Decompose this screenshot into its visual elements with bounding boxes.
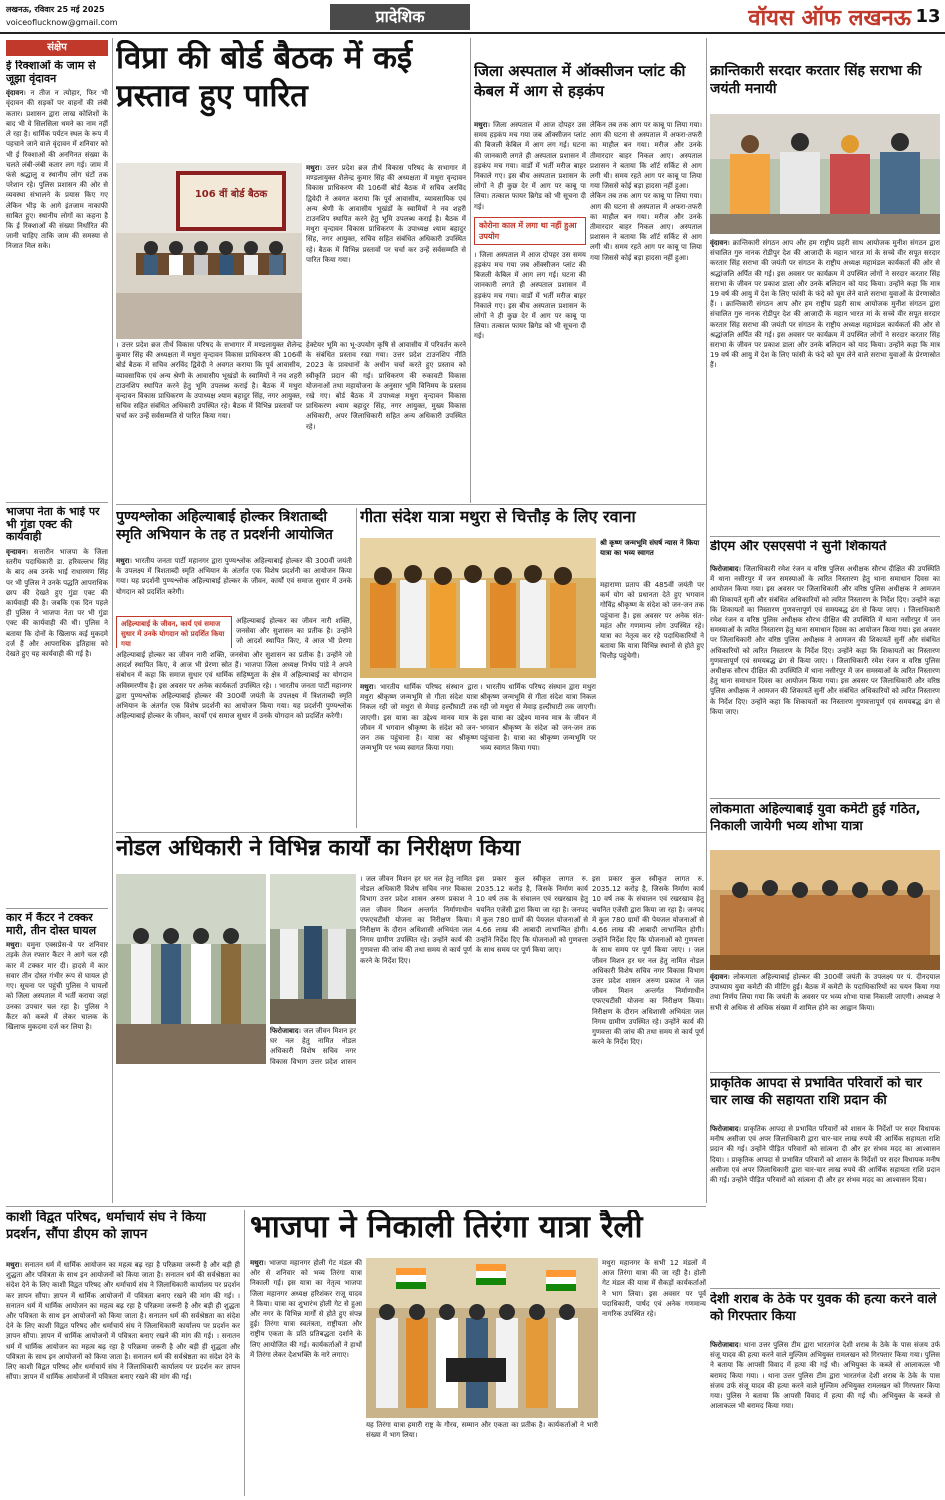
sarabha-event-photo bbox=[710, 114, 940, 234]
gita-story-headline-block bbox=[360, 508, 704, 534]
gita-story-body-col3: महाराणा प्रताप की 485वीं जयंती पर कर्म योग को प्रधानता देते हुए भगवान गोविंद्र श्रीकृष्ण के संदेश को जन-जन तक पहुंचाना है। इस अवसर पर अनेक संत-महंत और गणमान्य लोग उपस्थित रहे। यात्रा का नेतृत्व कर रहे पदाधिकारियों ने बताया कि यात्रा विभिन्न स्थानों से होते हुए चित्तौड़ पहुंचेगी। bbox=[600, 581, 704, 661]
divider bbox=[6, 1206, 706, 1207]
brief-story-2 bbox=[6, 506, 108, 906]
nodal-story-col2: इस प्रकार कुल स्वीकृत लागत रु. 2035.12 करोड़ है, जिसके निर्माण कार्य 10 वर्ष तक के संचालन एवं रखरखाव हेतु चयनित एजेंसी द्वारा किया जा रहा है। जनपद में कुल 780 ग्रामों की पेयजल योजनाओं से 4.66 लाख की आबादी लाभान्वित होगी। उन्होंने निर्देश दिए कि योजनाओं को गुणवत्ता के साथ समय पर पूर्ण किया जाए। bbox=[476, 875, 588, 955]
board-meeting-photo-illustration bbox=[116, 163, 302, 339]
prakritik-story-title: प्राकृतिक आपदा से प्रभावित परिवारों को चार चार लाख की सहायता राशि प्रदान की bbox=[710, 1076, 922, 1108]
divider bbox=[116, 504, 706, 505]
ahilya-story-title: पुण्यश्लोका अहिल्याबाई होल्कर त्रिशताब्दी स्मृति अभियान के तह त प्रदर्शनी आयोजित bbox=[116, 509, 333, 544]
ahilya-story-body: मथुरा। भारतीय जनता पार्टी महानगर द्वारा पुण्यश्लोक अहिल्याबाई होल्कर की 300वीं जयंती के उपलक्ष्य में त्रिशताब्दी स्मृति अभियान के अंतर्गत एक विशेष प्रदर्शनी का आयोजन किया गया। यह प्रदर्शनी पुण्यश्लोक अहिल्याबाई होल्कर के जीवन, कार्यों एवं समाज सुधार में उनके योगदान को प्रदर्शित करेगी। bbox=[116, 557, 352, 596]
main-story-body-col1: मथुरा। उत्तर प्रदेश ब्रज तीर्थ विकास परिषद के सभागार में मण्डलायुक्त शैलेन्द्र कुमार सिंह की अध्यक्षता में मथुरा वृन्दावन विकास प्राधिकरण की 106वीं बोर्ड बैठक में सचिव अरविंद द्विवेदी ने अवगत कराया कि पूर्व आवासीय, व्यावसायिक एवं अन्य श्रेणी के आवासीय भूखंडों के स्वामियों ने नव शहरी टाउनशिप स्थापित करने हेतु भूमि उपलब्ध कराई है। बैठक में मथुरा वृन्दावन विकास प्राधिकरण के उपाध्यक्ष श्याम बहादुर सिंह, नगर आयुक्त, सचिव सहित संबंधित अधिकारी उपस्थित रहे। बैठक में विभिन्न प्रस्तावों पर चर्चा कर उन्हें सर्वसम्मति से पारित किया गया। bbox=[306, 164, 466, 264]
sarabha-story-headline-block bbox=[710, 62, 940, 112]
nodal-story-headline-block bbox=[116, 836, 706, 870]
prakritik-story-body: फिरोजाबाद। प्राकृतिक आपदा से प्रभावित परिवारों को शासन के निर्देशों पर सदर विधायक मनीष असीजा एवं अपर जिलाधिकारी द्वारा चार-चार लाख रुपये की आर्थिक सहायता राशि प्रदान की गई। उन्होंने पीड़ित परिवारों को सांत्वना दी और हर संभव मदद का आश्वासन दिया। । प्राकृतिक आपदा से प्रभावित परिवारों को शासन के निर्देशों पर सदर विधायक मनीष असीजा एवं अपर जिलाधिकारी द्वारा चार-चार लाख रुपये की आर्थिक सहायता राशि प्रदान की गई। उन्होंने पीड़ित परिवारों को सांत्वना दी और हर संभव मदद का आश्वासन दिया। bbox=[710, 1125, 940, 1185]
tiranga-rally-photo bbox=[366, 1258, 598, 1418]
brief-1-title: ई रिक्शाओं के जाम से जूझा वृंदावन bbox=[6, 60, 96, 85]
deshi-story-headline-block bbox=[710, 1292, 940, 1338]
column-rule bbox=[706, 38, 707, 1203]
kashi-story-body: मथुरा। सनातन धर्म में धार्मिक आयोजन का महत्व बढ़ रहा है परिक्रमा जरूरी है और बड़ी ही शुद्धता और पवित्रता के साथ इन आयोजनों को किया जाता है। सनातन धर्म की सर्वश्रेष्ठता का संदेश देने के लिए काशी विद्वत परिषद और धर्माचार्य संघ ने जिलाधिकारी कार्यालय पर प्रदर्शन कर ज्ञापन सौंपा। ज्ञापन में धार्मिक आयोजनों में पवित्रता बनाए रखने की मांग की गई। । सनातन धर्म में धार्मिक आयोजन का महत्व बढ़ रहा है परिक्रमा जरूरी है और बड़ी ही शुद्धता और पवित्रता के साथ इन आयोजनों को किया जाता है। सनातन धर्म की सर्वश्रेष्ठता का संदेश देने के लिए काशी विद्वत परिषद और धर्माचार्य संघ ने जिलाधिकारी कार्यालय पर प्रदर्शन कर ज्ञापन सौंपा। ज्ञापन में धार्मिक आयोजनों में पवित्रता बनाए रखने की मांग की गई। । सनातन धर्म में धार्मिक आयोजन का महत्व बढ़ रहा है परिक्रमा जरूरी है और बड़ी ही शुद्धता और पवित्रता के साथ इन आयोजनों को किया जाता है। सनातन धर्म की सर्वश्रेष्ठता का संदेश देने के लिए काशी विद्वत परिषद और धर्माचार्य संघ ने जिलाधिकारी कार्यालय पर प्रदर्शन कर ज्ञापन सौंपा। ज्ञापन में धार्मिक आयोजनों में पवित्रता बनाए रखने की मांग की गई। bbox=[6, 1261, 240, 1382]
divider bbox=[710, 1072, 940, 1073]
divider bbox=[6, 908, 108, 909]
hospital-story-col2: लेकिन तब तक आग पर काबू पा लिया गया। आग की घटना से अस्पताल में अफरा-तफरी का माहौल बन गया। मरीज और उनके तीमारदार बाहर निकल आए। अस्पताल प्रशासन ने बताया कि शॉर्ट सर्किट से आग लगी थी। समय रहते आग पर काबू पा लिया गया जिससे कोई बड़ा हादसा नहीं हुआ। लेकिन तब तक आग पर काबू पा लिया गया। आग की घटना से अस्पताल में अफरा-तफरी का माहौल बन गया। मरीज और उनके तीमारदार बाहर निकल आए। अस्पताल प्रशासन ने बताया कि शॉर्ट सर्किट से आग लगी थी। समय रहते आग पर काबू पा लिया गया जिससे कोई बड़ा हादसा नहीं हुआ। bbox=[590, 121, 702, 262]
lokmata-story-body: वृंदावन। लोकमाता अहिल्याबाई होल्कर की 300वीं जयंती के उपलक्ष्य पर पं. दीनदयाल उपाध्याय युवा कमेटी की मीटिंग हुई। बैठक में कमेटी के पदाधिकारियों का चयन किया गया तथा निर्णय लिया गया कि जयंती के अवसर पर भव्य शोभा यात्रा निकाली जाएगी। अध्यक्ष ने सभी से अधिक से अधिक संख्या में शामिल होने का आह्वान किया। bbox=[710, 973, 940, 1012]
gita-photo-caption-block bbox=[600, 538, 704, 578]
tiranga-photo-caption-block: यह तिरंगा यात्रा हमारी राष्ट्र के गौरव, सम्मान और एकता का प्रतीक है। कार्यकर्ताओं ने भारी संख्या में भाग लिया। bbox=[366, 1421, 598, 1440]
main-story-headline-block bbox=[116, 40, 466, 160]
column-rule bbox=[356, 508, 357, 828]
board-meeting-photo bbox=[116, 163, 302, 339]
hospital-story-col1: मथुरा। जिला अस्पताल में आज दोपहर उस समय हड़कंप मच गया जब ऑक्सीजन प्लांट की बिजली केबिल में आग लग गई। घटना की जानकारी लगते ही अस्पताल प्रशासन में हड़कंप मच गया। वार्डों में भर्ती मरीज बाहर निकाले गए। इस बीच अस्पताल प्रशासन के लोगों ने ही कुछ देर में आग पर काबू पा लिया। तत्काल फायर ब्रिगेड को भी सूचना दी गई। कोरोना काल में लगा था नहीं हुआ उपयोग । जिला अस्पताल में आज दोपहर उस समय हड़कंप मच गया जब ऑक्सीजन प्लांट की बिजली केबिल में आग लग गई। घटना की जानकारी लगते ही अस्पताल प्रशासन में हड़कंप मच गया। वार्डों में भर्ती मरीज बाहर निकाले गए। इस बीच अस्पताल प्रशासन के लोगों ने ही कुछ देर में आग पर काबू पा लिया। तत्काल फायर ब्रिगेड को भी सूचना दी गई। bbox=[474, 121, 586, 341]
nodal-story-title: नोडल अधिकारी ने विभिन्न कार्यों का निरीक्षण किया bbox=[116, 836, 521, 861]
nodal-inspection-photo bbox=[116, 874, 266, 1064]
main-story-title: विप्रा की बोर्ड बैठक में कई प्रस्ताव हुए पारित bbox=[116, 40, 413, 114]
hospital-story-headline-block bbox=[474, 62, 702, 117]
deshi-story-body: फिरोजाबाद। थाना उत्तर पुलिस टीम द्वारा भारतगंज देशी शराब के ठेके के पास संजय उर्फ संजू यादव की हत्या करने वाले मुल्जिम अभियुक्त रामलखन को गिरफ्तार किया गया। पुलिस ने बताया कि आपसी विवाद में हत्या की गई थी। अभियुक्त के कब्जे से आलाकत्ल भी बरामद किया गया। । थाना उत्तर पुलिस टीम द्वारा भारतगंज देशी शराब के ठेके के पास संजय उर्फ संजू यादव की हत्या करने वाले मुल्जिम अभियुक्त रामलखन को गिरफ्तार किया गया। पुलिस ने बताया कि आपसी विवाद में हत्या की गई थी। अभियुक्त के कब्जे से आलाकत्ल भी बरामद किया गया। bbox=[710, 1341, 940, 1411]
masthead bbox=[0, 0, 945, 34]
divider bbox=[710, 1288, 940, 1289]
column-rule bbox=[244, 1210, 245, 1496]
divider bbox=[6, 502, 108, 503]
brief-1-body: वृंदावन। न तीज न त्योहार, फिर भी वृंदावन की सड़कों पर वाहनों की लंबी कतार। प्रशासन द्वारा लाख कोशिशों के बाद भी ये सिलसिला थमने का नाम नहीं ले रहा है। धार्मिक पर्यटन स्थल के रूप में पहचाने जाने वाले वृंदावन में शनिवार को भी ई रिक्शाओं की अनगिनत संख्या के चलते लंबी-लंबी कतार लग गई। जाम में फंसे श्रद्धालु व स्थानीय लोग घंटों तक परेशान रहे। पुलिस प्रशासन की ओर से व्यवस्था संभालने के प्रयास किए गए लेकिन भीड़ के आगे इंतजाम नाकाफी साबित हुए। स्थानीय लोगों का कहना है कि ई रिक्शाओं की संख्या निर्धारित की जानी चाहिए ताकि जाम की समस्या से निजात मिल सके। bbox=[6, 89, 108, 251]
nodal-site-photo-illustration bbox=[270, 874, 356, 1024]
briefs-kicker: संक्षेप bbox=[6, 40, 108, 56]
nodal-story-col0: फिरोजाबाद। जल जीवन मिशन हर घर नल हेतु नामित नोडल अधिकारी विशेष सचिव नगर विकास विभाग उत्तर प्रदेश शासन bbox=[270, 1027, 356, 1066]
brief-story-3 bbox=[6, 912, 108, 1202]
gita-story-body-col2: । भारतीय धार्मिक परिषद संस्थान द्वारा मथुरा श्रीकृष्ण जन्मभूमि से गीता संदेश यात्रा निकल रही जो मथुरा से मेवाड़ हल्दीघाटी तक जाएगी। इस यात्रा का उद्देश्य मानव मात्र के जीवन में भगवान श्रीकृष्ण के संदेश को जन-जन तक पहुंचाना है। यात्रा का श्रीकृष्ण जन्मभूमि पर भव्य स्वागत किया गया। bbox=[480, 683, 596, 753]
sarabha-story-body: वृंदावन। क्रान्तिकारी संगठन आप और हम राष्ट्रीय प्रहरी साथ आयोजक मुनीश संगठन द्वारा संचालित गुरु नानक रोडीपुर देश की आजादी के महान भारत मां के सच्चे वीर सपूत सरदार करतार सिंह सराभा की जयंती पर संगठन के राष्ट्रीय अध्यक्ष महामंडल कार्यकर्ता की ओर से श्रद्धांजलि अर्पित की गई। इस अवसर पर कार्यक्रम में उपस्थित लोगों ने सरदार करतार सिंह सराभा के जीवन पर प्रकाश डाला और उनके बलिदान को याद किया। उन्होंने कहा कि मात्र 19 वर्ष की आयु में देश के लिए फांसी के फंदे को चूम लेने वाले सराभा युवाओं के प्रेरणास्रोत हैं। । क्रान्तिकारी संगठन आप और हम राष्ट्रीय प्रहरी साथ आयोजक मुनीश संगठन द्वारा संचालित गुरु नानक रोडीपुर देश की आजादी के महान भारत मां के सच्चे वीर सपूत सरदार करतार सिंह सराभा की जयंती पर संगठन के राष्ट्रीय अध्यक्ष महामंडल कार्यकर्ता की ओर से श्रद्धांजलि अर्पित की गई। इस अवसर पर कार्यक्रम में उपस्थित लोगों ने सरदार करतार सिंह सराभा के जीवन पर प्रकाश डाला और उनके बलिदान को याद किया। उन्होंने कहा कि मात्र 19 वर्ष की आयु में देश के लिए फांसी के फंदे को चूम लेने वाले सराभा युवाओं के प्रेरणास्रोत हैं। bbox=[710, 239, 940, 370]
sarabha-event-photo-illustration bbox=[710, 114, 940, 234]
brief-3-title: कार में कैंटर ने टक्कर मारी, तीन दोस्त घायल bbox=[6, 912, 97, 937]
newspaper-name: वॉयस ऑफ लखनऊ bbox=[748, 5, 911, 31]
hospital-story-title: जिला अस्पताल में ऑक्सीजन प्लांट की केबल में आग से हड़कंप bbox=[474, 62, 686, 100]
dm-story-body: फिरोजाबाद। जिलाधिकारी रमेश रंजन व वरिष्ठ पुलिस अधीक्षक सौरभ दीक्षित की उपस्थिति में थाना नसीरपुर में जन समस्याओं के त्वरित निस्तारण हेतु थाना समाधान दिवस का आयोजन किया गया। इस अवसर पर जिलाधिकारी और वरिष्ठ पुलिस अधीक्षक ने आमजन की शिकायतें सुनीं और संबंधित अधिकारियों को त्वरित निस्तारण के निर्देश दिए। उन्होंने कहा कि शिकायतों का निस्तारण गुणवत्तापूर्ण एवं समयबद्ध ढंग से किया जाए। । जिलाधिकारी रमेश रंजन व वरिष्ठ पुलिस अधीक्षक सौरभ दीक्षित की उपस्थिति में थाना नसीरपुर में जन समस्याओं के त्वरित निस्तारण हेतु थाना समाधान दिवस का आयोजन किया गया। इस अवसर पर जिलाधिकारी और वरिष्ठ पुलिस अधीक्षक ने आमजन की शिकायतें सुनीं और संबंधित अधिकारियों को त्वरित निस्तारण के निर्देश दिए। उन्होंने कहा कि शिकायतों का निस्तारण गुणवत्तापूर्ण एवं समयबद्ध ढंग से किया जाए। । जिलाधिकारी रमेश रंजन व वरिष्ठ पुलिस अधीक्षक सौरभ दीक्षित की उपस्थिति में थाना नसीरपुर में जन समस्याओं के त्वरित निस्तारण हेतु थाना समाधान दिवस का आयोजन किया गया। इस अवसर पर जिलाधिकारी और वरिष्ठ पुलिस अधीक्षक ने आमजन की शिकायतें सुनीं और संबंधित अधिकारियों को त्वरित निस्तारण के निर्देश दिए। उन्होंने कहा कि शिकायतों का निस्तारण गुणवत्तापूर्ण एवं समयबद्ध ढंग से किया जाए। bbox=[710, 565, 940, 716]
ahilya-body-col-b: अहिल्याबाई होल्कर का जीवन नारी शक्ति, जनसेवा और सुशासन का प्रतीक है। उन्होंने जो आदर्श स्थापित किए, वे आज भी प्रेरणा bbox=[236, 617, 352, 646]
sarabha-story-title: क्रान्तिकारी सरदार करतार सिंह सराभा की जयंती मनायी bbox=[710, 63, 922, 98]
lokmata-meeting-photo-illustration bbox=[710, 850, 940, 970]
divider bbox=[116, 832, 706, 833]
column-rule bbox=[112, 38, 113, 1203]
section-label: प्रादेशिक bbox=[330, 4, 470, 30]
brief-story-1 bbox=[6, 60, 108, 500]
gita-yatra-photo bbox=[360, 538, 596, 678]
nodal-site-photo bbox=[270, 874, 356, 1024]
lokmata-meeting-photo bbox=[710, 850, 940, 970]
divider bbox=[710, 798, 940, 799]
gita-story-body-col1: मथुरा। भारतीय धार्मिक परिषद संस्थान द्वारा मथुरा श्रीकृष्ण जन्मभूमि से गीता संदेश यात्रा निकल रही जो मथुरा से मेवाड़ हल्दीघाटी तक जाएगी। इस यात्रा का उद्देश्य मानव मात्र के जीवन में भगवान श्रीकृष्ण के संदेश को जन-जन तक पहुंचाना है। यात्रा का श्रीकृष्ण जन्मभूमि पर भव्य स्वागत किया गया। bbox=[360, 683, 478, 753]
gita-yatra-photo-illustration bbox=[360, 538, 596, 678]
gita-story-title: गीता संदेश यात्रा मथुरा से चित्तौड़ के लिए रवाना bbox=[360, 508, 636, 526]
brief-2-body: वृन्दावन। सत्तारीन भाजपा के जिला स्तरीय पदाधिकारी डा. हरिवल्लभ सिंह के बाद अब उनके भाई राधारमण सिंह पर भी पुलिस ने उनके पद्धति आपराधिक छाप की देखते हुए गुंडा एक्ट की कार्यवाही की है। जबकि एक दिन पहले ही पुलिस ने भाजपा नेता पर भी गुंडा एक्ट की कार्यवाही की थी। पुलिस ने बताया कि दोनों के खिलाफ कई मुकदमे दर्ज हैं और आपराधिक इतिहास को देखते हुए यह कार्यवाही की गई है। bbox=[6, 547, 108, 658]
lokmata-story-title: लोकमाता अहिल्याबाई युवा कमेटी हुई गठित, निकाली जायेगी भव्य शोभा यात्रा bbox=[710, 802, 921, 834]
dm-story-headline-block bbox=[710, 540, 940, 562]
tiranga-rally-photo-illustration bbox=[366, 1258, 598, 1418]
ahilya-subhead-block bbox=[116, 616, 232, 648]
brief-3-body: मथुरा। यमुना एक्सप्रेस-वे पर शनिवार तड़के तेज रफ्तार कैंटर ने आगे चल रही कार में टक्कर मार दी। हादसे में कार सवार तीन दोस्त गंभीर रूप से घायल हो गए। सूचना पर पहुंची पुलिस ने घायलों को जिला अस्पताल में भर्ती कराया जहां उनका उपचार चल रहा है। पुलिस ने कैंटर को कब्जे में लेकर चालक के खिलाफ मुकदमा दर्ज कर लिया है। bbox=[6, 941, 108, 1031]
nodal-inspection-photo-illustration bbox=[116, 874, 266, 1064]
prakritik-story-headline-block bbox=[710, 1076, 940, 1122]
column-rule bbox=[470, 38, 471, 503]
photo-banner-text: 106 वीं बोर्ड बैठक bbox=[194, 189, 268, 200]
kashi-story-title: काशी विद्वत परिषद, धर्माचार्य संघ ने किया प्रदर्शन, सौंपा डीएम को ज्ञापन bbox=[6, 1210, 206, 1242]
brief-2-title: भाजपा नेता के भाई पर भी गुंडा एक्ट की कार्यवाही bbox=[6, 506, 100, 544]
dm-story-title: डीएम और एसएसपी ने सुनीं शिकायतें bbox=[710, 540, 887, 554]
contact-email: voiceoflucknow@gmail.com bbox=[6, 18, 118, 27]
tiranga-story-title: भाजपा ने निकाली तिरंगा यात्रा रैली bbox=[250, 1210, 643, 1245]
tiranga-story-col1: मथुरा। भाजपा महानगर होली गेट मंडल की ओर से शनिवार को भव्य तिरंगा यात्रा निकाली गई। इस यात्रा का नेतृत्व भाजपा जिला महानगर अध्यक्ष हरिशंकर राजू यादव ने किया। यात्रा का शुभारंभ होली गेट से हुआ और नगर के विभिन्न मार्गों से होते हुए संपन्न हुई। तिरंगा यात्रा स्वतंत्रता, राष्ट्रीयता और राष्ट्रीय एकता के प्रति प्रतिबद्धता दर्शाने के लिए आयोजित की गई। कार्यकर्ताओं ने हाथों में तिरंगा लेकर देशभक्ति के नारे लगाए। bbox=[250, 1259, 362, 1359]
tiranga-story-col3: मथुरा महानगर के सभी 12 मंडलों में आज तिरंगा यात्रा की जा रही है। होली गेट मंडल की यात्रा में सैकड़ों कार्यकर्ताओं ने भाग लिया। इस अवसर पर पूर्व पदाधिकारी, पार्षद एवं अनेक गणमान्य नागरिक उपस्थित रहे। bbox=[602, 1259, 706, 1319]
gita-photo-caption: श्री कृष्ण जन्मभूमि संघर्ष न्यास ने किया यात्रा का भव्य स्वागत bbox=[600, 539, 700, 557]
main-story-body-col3: हेक्टेयर भूमि का भू-उपयोग कृषि से आवासीय में परिवर्तन करने के संबंधित प्रस्ताव रखा गया। उत्तर प्रदेश टाउनशिप नीति 2023 के प्रावधानों के अधीन चर्चा करते हुए प्रस्ताव को स्वीकृति प्रदान की गई। प्राधिकरण की रुकावटी विकास योजनाओं तथा महायोजना के अनुसार भूमि विनिमय के प्रस्ताव रखे गए। बोर्ड बैठक में उपाध्यक्ष मथुरा वृन्दावन विकास प्राधिकरण श्याम बहादुर सिंह, नगर आयुक्त, मुख्य विकास अधिकारी, अपर जिलाधिकारी सहित अन्य अधिकारी उपस्थित रहे। bbox=[306, 341, 466, 431]
ahilya-subhead: अहिल्याबाई के जीवन, कार्य एवं समाज सुधार में उनके योगदान को प्रदर्शित किया गया bbox=[116, 616, 232, 648]
nodal-story-col3: इस प्रकार कुल स्वीकृत लागत रु. 2035.12 करोड़ है, जिसके निर्माण कार्य 10 वर्ष तक के संचालन एवं रखरखाव हेतु चयनित एजेंसी द्वारा किया जा रहा है। जनपद में कुल 780 ग्रामों की पेयजल योजनाओं से 4.66 लाख की आबादी लाभान्वित होगी। उन्होंने निर्देश दिए कि योजनाओं को गुणवत्ता के साथ समय पर पूर्ण किया जाए। । जल जीवन मिशन हर घर नल हेतु नामित नोडल अधिकारी विशेष सचिव नगर विकास विभाग उत्तर प्रदेश शासन अरुण प्रकाश ने जल जीवन मिशन अन्तर्गत निर्माणाधीन एफएचटीसी योजना का निरीक्षण किया। निरीक्षण के दौरान अधिशासी अभियंता जल निगम ग्रामीण उपस्थित रहे। उन्होंने कार्य की गुणवत्ता की जांच की तथा समय से कार्य पूर्ण करने के निर्देश दिए। bbox=[592, 875, 704, 1047]
nodal-story-col1: । जल जीवन मिशन हर घर नल हेतु नामित नोडल अधिकारी विशेष सचिव नगर विकास विभाग उत्तर प्रदेश शासन अरुण प्रकाश ने जल जीवन मिशन अन्तर्गत निर्माणाधीन एफएचटीसी योजना का निरीक्षण किया। निरीक्षण के दौरान अधिशासी अभियंता जल निगम ग्रामीण उपस्थित रहे। उन्होंने कार्य की गुणवत्ता की जांच की तथा समय से कार्य पूर्ण करने के निर्देश दिए। bbox=[360, 875, 472, 965]
tiranga-story-headline-block bbox=[250, 1210, 706, 1254]
ahilya-story-headline-block bbox=[116, 508, 352, 554]
page-number: 13 bbox=[915, 6, 941, 27]
ahilya-body-col-c: अहिल्याबाई होल्कर का जीवन नारी शक्ति, जनसेवा और सुशासन का प्रतीक है। उन्होंने जो आदर्श स्थापित किए, वे आज भी प्रेरणा स्रोत हैं। भाजपा जिला अध्यक्ष निर्भय पांडे ने अपने संबोधन में कहा कि समाज सुधार एवं धार्मिक सहिष्णुता के क्षेत्र में अहिल्याबाई का योगदान अविस्मरणीय है। इस अवसर पर अनेक कार्यकर्ता उपस्थित रहे। । भारतीय जनता पार्टी महानगर द्वारा पुण्यश्लोक अहिल्याबाई होल्कर की 300वीं जयंती के उपलक्ष्य में त्रिशताब्दी स्मृति अभियान के अंतर्गत एक विशेष प्रदर्शनी का आयोजन किया गया। यह प्रदर्शनी पुण्यश्लोक अहिल्याबाई होल्कर के जीवन, कार्यों एवं समाज सुधार में उनके योगदान को प्रदर्शित करेगी। bbox=[116, 651, 352, 721]
main-story-body-col2: । उत्तर प्रदेश ब्रज तीर्थ विकास परिषद के सभागार में मण्डलायुक्त शैलेन्द्र कुमार सिंह की अध्यक्षता में मथुरा वृन्दावन विकास प्राधिकरण की 106वीं बोर्ड बैठक में सचिव अरविंद द्विवेदी ने अवगत कराया कि पूर्व आवासीय, व्यावसायिक एवं अन्य श्रेणी के आवासीय भूखंडों के स्वामियों ने नव शहरी टाउनशिप स्थापित करने हेतु भूमि उपलब्ध कराई है। बैठक में मथुरा वृन्दावन विकास प्राधिकरण के उपाध्यक्ष श्याम बहादुर सिंह, नगर आयुक्त, सचिव सहित संबंधित अधिकारी उपस्थित रहे। बैठक में विभिन्न प्रस्तावों पर चर्चा कर उन्हें सर्वसम्मति से पारित किया गया। bbox=[116, 341, 302, 421]
deshi-story-title: देशी शराब के ठेके पर युवक की हत्या करने वाले को गिरफ्तार किया bbox=[710, 1292, 937, 1324]
issue-date: लखनऊ, रविवार 25 मई 2025 bbox=[6, 5, 105, 14]
hospital-subhead: कोरोना काल में लगा था नहीं हुआ उपयोग bbox=[474, 217, 586, 245]
lokmata-story-headline-block bbox=[710, 802, 940, 848]
divider bbox=[710, 536, 940, 537]
kashi-story-headline-block bbox=[6, 1210, 240, 1258]
